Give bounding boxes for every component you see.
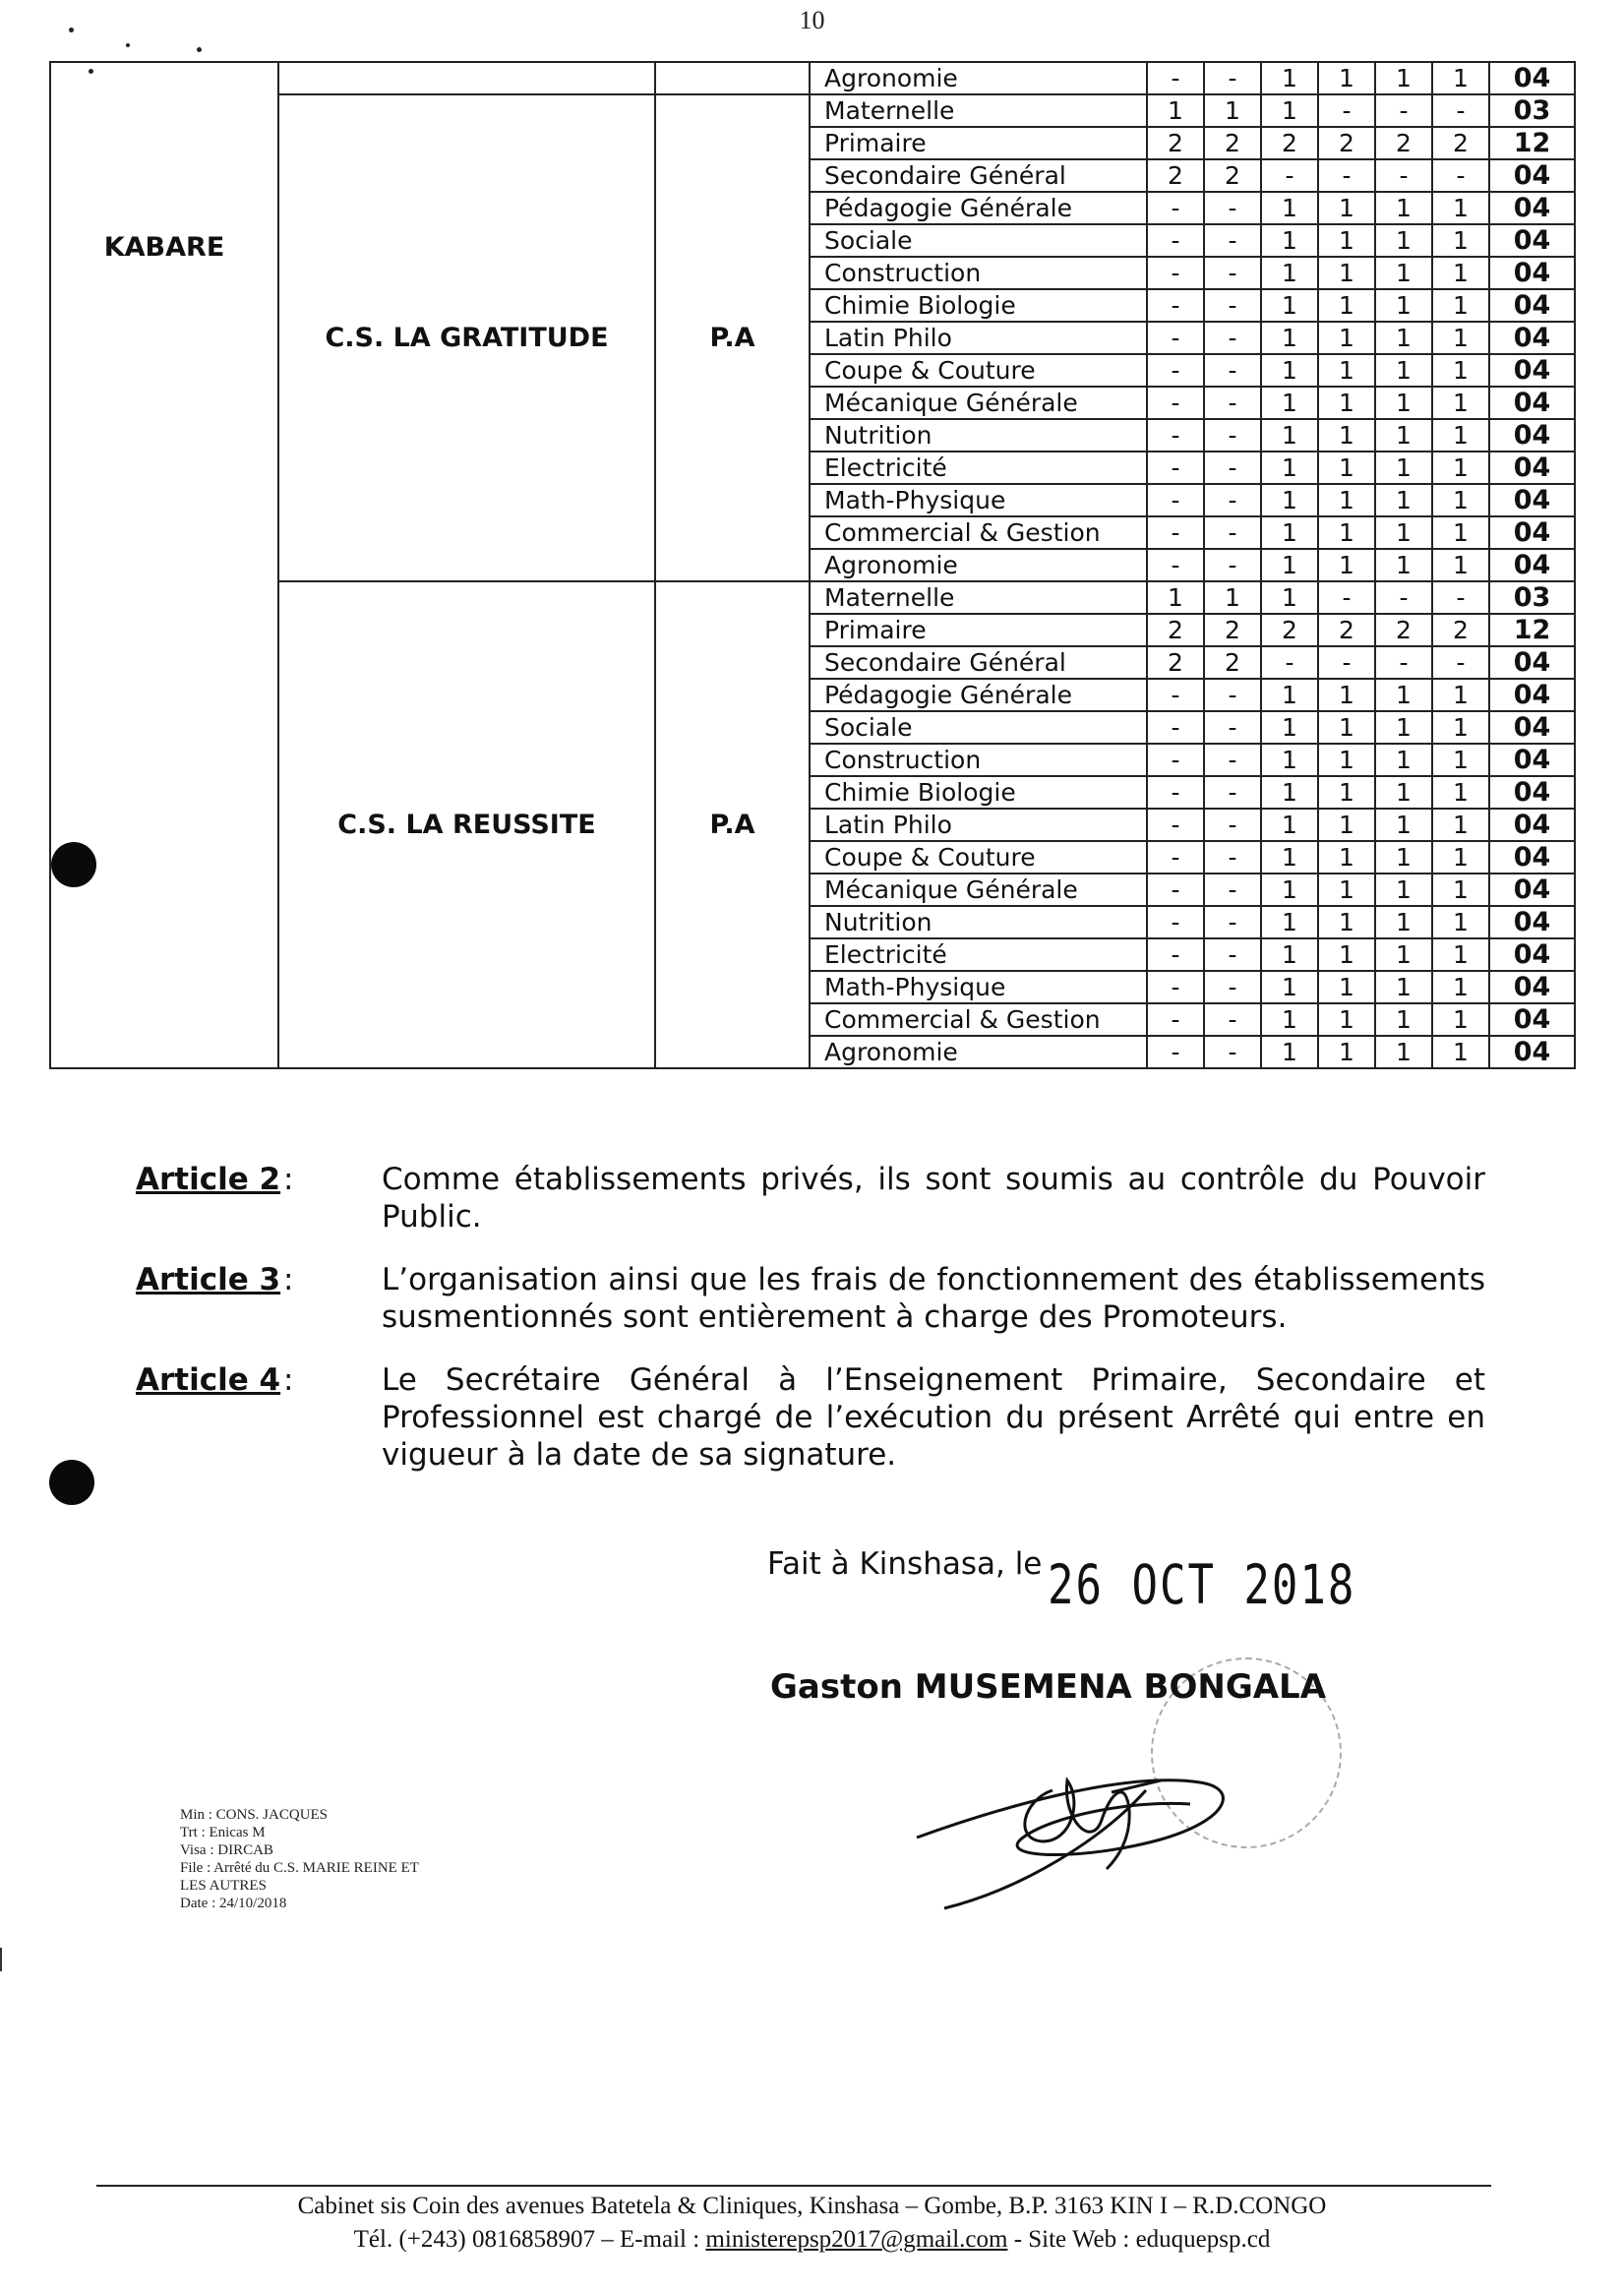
scan-speck [69, 28, 74, 32]
value-cell: - [1204, 841, 1261, 874]
value-cell: 1 [1375, 776, 1432, 809]
value-cell: - [1261, 646, 1318, 679]
value-cell: 2 [1204, 159, 1261, 192]
footer [0, 2190, 1624, 2257]
total-cell: 04 [1489, 1036, 1575, 1068]
value-cell: 1 [1318, 971, 1375, 1003]
option-cell: Electricité [810, 452, 1147, 484]
article-label: Article 3 [136, 1262, 281, 1297]
value-cell: 2 [1261, 127, 1318, 159]
value-cell: 1 [1432, 841, 1489, 874]
value-cell: - [1147, 938, 1204, 971]
value-cell: 1 [1432, 452, 1489, 484]
value-cell: - [1204, 711, 1261, 744]
date-stamp: 26 OCT 2018 [1048, 1554, 1356, 1617]
value-cell: 1 [1147, 94, 1204, 127]
value-cell: 1 [1375, 224, 1432, 257]
option-cell: Pédagogie Générale [810, 679, 1147, 711]
value-cell: - [1432, 646, 1489, 679]
reference-line: File : Arrêté du C.S. MARIE REINE ET [180, 1860, 419, 1876]
total-cell: 04 [1489, 192, 1575, 224]
article-text: Le Secrétaire Général à l’Enseignement Primaire, Secondaire et Professionnel est chargé de l’exécution du présent Arrêté qui entre en vigueur à la date de sa signature. [382, 1362, 1485, 1473]
option-cell: Secondaire Général [810, 159, 1147, 192]
option-cell: Latin Philo [810, 322, 1147, 354]
total-cell: 04 [1489, 874, 1575, 906]
table-row [50, 94, 1575, 127]
option-cell: Electricité [810, 938, 1147, 971]
value-cell: 2 [1147, 614, 1204, 646]
punch-hole [49, 1460, 94, 1505]
value-cell: 1 [1318, 289, 1375, 322]
value-cell: - [1204, 549, 1261, 581]
value-cell: 1 [1318, 257, 1375, 289]
value-cell: 1 [1375, 906, 1432, 938]
footer-contact [0, 2223, 1624, 2257]
value-cell: 1 [1375, 192, 1432, 224]
value-cell: 1 [1432, 874, 1489, 906]
value-cell: 1 [1261, 874, 1318, 906]
school-name-cell: C.S. LA REUSSITE [278, 581, 655, 1068]
value-cell: 2 [1204, 614, 1261, 646]
value-cell: - [1375, 646, 1432, 679]
option-cell: Maternelle [810, 94, 1147, 127]
option-cell: Coupe & Couture [810, 354, 1147, 387]
total-cell: 04 [1489, 224, 1575, 257]
value-cell: 1 [1261, 776, 1318, 809]
option-cell: Commercial & Gestion [810, 1003, 1147, 1036]
total-cell: 03 [1489, 94, 1575, 127]
value-cell: 1 [1318, 874, 1375, 906]
value-cell: - [1204, 906, 1261, 938]
value-cell: 1 [1375, 354, 1432, 387]
value-cell: - [1204, 1036, 1261, 1068]
total-cell: 04 [1489, 322, 1575, 354]
footer-email-link[interactable]: ministerepsp2017@gmail.com [705, 2226, 1008, 2253]
value-cell: 1 [1318, 322, 1375, 354]
value-cell: - [1204, 971, 1261, 1003]
value-cell: - [1204, 938, 1261, 971]
value-cell: 1 [1432, 906, 1489, 938]
value-cell: 1 [1261, 354, 1318, 387]
value-cell: - [1375, 94, 1432, 127]
total-cell: 04 [1489, 516, 1575, 549]
scan-speck [197, 47, 202, 52]
article-3 [136, 1261, 1485, 1336]
value-cell: 1 [1261, 419, 1318, 452]
region-name: KABARE [103, 232, 225, 263]
option-cell: Primaire [810, 127, 1147, 159]
value-cell: 1 [1432, 289, 1489, 322]
value-cell: - [1147, 549, 1204, 581]
value-cell: 1 [1318, 744, 1375, 776]
page-number: 10 [799, 6, 825, 34]
value-cell: - [1204, 322, 1261, 354]
value-cell: 1 [1432, 62, 1489, 94]
total-cell: 04 [1489, 289, 1575, 322]
value-cell: 1 [1375, 516, 1432, 549]
value-cell: 1 [1375, 809, 1432, 841]
value-cell: 1 [1261, 841, 1318, 874]
value-cell: 1 [1432, 679, 1489, 711]
value-cell: - [1147, 1036, 1204, 1068]
value-cell: 1 [1375, 387, 1432, 419]
school-type-cell: P.A [655, 581, 810, 1068]
value-cell: 1 [1432, 711, 1489, 744]
total-cell: 04 [1489, 549, 1575, 581]
value-cell: 1 [1432, 938, 1489, 971]
value-cell: - [1204, 192, 1261, 224]
region-cell [50, 62, 278, 1068]
table-row [50, 62, 1575, 94]
value-cell: 1 [1318, 516, 1375, 549]
value-cell: - [1318, 159, 1375, 192]
reference-line: Min : CONS. JACQUES [180, 1807, 329, 1823]
value-cell: 1 [1432, 257, 1489, 289]
total-cell: 04 [1489, 1003, 1575, 1036]
total-cell: 04 [1489, 419, 1575, 452]
value-cell: 1 [1318, 484, 1375, 516]
total-cell: 04 [1489, 971, 1575, 1003]
total-cell: 04 [1489, 776, 1575, 809]
value-cell: 1 [1375, 711, 1432, 744]
value-cell: 1 [1261, 257, 1318, 289]
option-cell: Construction [810, 744, 1147, 776]
article-label: Article 2 [136, 1162, 281, 1197]
value-cell: 2 [1204, 646, 1261, 679]
value-cell: 1 [1318, 452, 1375, 484]
total-cell: 12 [1489, 614, 1575, 646]
value-cell: 1 [1261, 1003, 1318, 1036]
option-cell: Pédagogie Générale [810, 192, 1147, 224]
value-cell: - [1204, 257, 1261, 289]
reference-line: Trt : Enicas M [180, 1825, 266, 1840]
value-cell: - [1318, 646, 1375, 679]
value-cell: 1 [1375, 322, 1432, 354]
value-cell: - [1204, 1003, 1261, 1036]
value-cell: 1 [1261, 679, 1318, 711]
value-cell: 1 [1318, 711, 1375, 744]
value-cell: - [1147, 809, 1204, 841]
value-cell: - [1204, 809, 1261, 841]
value-cell: 1 [1432, 354, 1489, 387]
option-cell: Sociale [810, 711, 1147, 744]
value-cell: 1 [1261, 938, 1318, 971]
value-cell: 1 [1318, 354, 1375, 387]
footer-address: Cabinet sis Coin des avenues Batetela & Cliniques, Kinshasa – Gombe, B.P. 3163 KIN I – R.D.CONGO [297, 2193, 1327, 2219]
value-cell: - [1204, 679, 1261, 711]
value-cell: - [1147, 289, 1204, 322]
value-cell: 1 [1261, 484, 1318, 516]
total-cell: 04 [1489, 646, 1575, 679]
value-cell: 1 [1318, 419, 1375, 452]
value-cell: - [1204, 744, 1261, 776]
value-cell: - [1432, 94, 1489, 127]
value-cell: - [1147, 224, 1204, 257]
option-cell: Commercial & Gestion [810, 516, 1147, 549]
value-cell: 1 [1432, 744, 1489, 776]
value-cell: - [1147, 971, 1204, 1003]
value-cell: - [1147, 257, 1204, 289]
table-row [50, 581, 1575, 614]
value-cell: 1 [1261, 289, 1318, 322]
option-cell: Math-Physique [810, 484, 1147, 516]
value-cell: 1 [1318, 938, 1375, 971]
value-cell: 1 [1432, 419, 1489, 452]
value-cell: 1 [1318, 192, 1375, 224]
option-cell: Nutrition [810, 419, 1147, 452]
signer-name: Gaston MUSEMENA BONGALA [770, 1667, 1327, 1707]
value-cell: 2 [1147, 127, 1204, 159]
value-cell: 1 [1204, 94, 1261, 127]
option-cell: Coupe & Couture [810, 841, 1147, 874]
option-cell: Primaire [810, 614, 1147, 646]
value-cell: 1 [1318, 776, 1375, 809]
value-cell: - [1147, 387, 1204, 419]
value-cell: - [1147, 419, 1204, 452]
value-cell: 1 [1375, 1003, 1432, 1036]
value-cell: 1 [1261, 744, 1318, 776]
option-cell: Chimie Biologie [810, 289, 1147, 322]
reference-notes [180, 1806, 419, 1912]
value-cell: 2 [1375, 127, 1432, 159]
value-cell: 1 [1261, 711, 1318, 744]
value-cell: 1 [1318, 62, 1375, 94]
value-cell: 1 [1261, 192, 1318, 224]
value-cell: 2 [1147, 646, 1204, 679]
total-cell: 04 [1489, 354, 1575, 387]
value-cell: - [1147, 516, 1204, 549]
value-cell: 1 [1261, 62, 1318, 94]
value-cell: 1 [1432, 1003, 1489, 1036]
value-cell: 1 [1261, 452, 1318, 484]
value-cell: 1 [1432, 387, 1489, 419]
value-cell: - [1147, 192, 1204, 224]
value-cell: - [1204, 776, 1261, 809]
value-cell: - [1147, 841, 1204, 874]
value-cell: 1 [1318, 809, 1375, 841]
article-colon: : [283, 1162, 294, 1197]
value-cell: 1 [1318, 1003, 1375, 1036]
value-cell: 1 [1261, 322, 1318, 354]
value-cell: - [1204, 387, 1261, 419]
school-name-cell: C.S. LA GRATITUDE [278, 94, 655, 581]
value-cell: 1 [1432, 322, 1489, 354]
value-cell: 2 [1375, 614, 1432, 646]
value-cell: - [1432, 159, 1489, 192]
value-cell: 1 [1261, 387, 1318, 419]
value-cell: 1 [1375, 62, 1432, 94]
value-cell: - [1318, 94, 1375, 127]
value-cell: - [1375, 581, 1432, 614]
total-cell: 12 [1489, 127, 1575, 159]
value-cell: 1 [1261, 581, 1318, 614]
value-cell: 1 [1375, 1036, 1432, 1068]
value-cell: 1 [1318, 679, 1375, 711]
value-cell: - [1147, 711, 1204, 744]
value-cell: 1 [1147, 581, 1204, 614]
total-cell: 04 [1489, 938, 1575, 971]
article-2 [136, 1161, 1485, 1235]
option-cell: Secondaire Général [810, 646, 1147, 679]
article-colon: : [283, 1362, 294, 1398]
value-cell: - [1204, 874, 1261, 906]
value-cell: - [1204, 224, 1261, 257]
value-cell: - [1432, 581, 1489, 614]
value-cell: 2 [1147, 159, 1204, 192]
article-text: L’organisation ainsi que les frais de fonctionnement des établissements susmentionnés sont entièrement à charge des Promoteurs. [382, 1262, 1485, 1335]
option-cell: Construction [810, 257, 1147, 289]
article-label: Article 4 [136, 1362, 281, 1398]
article-colon: : [283, 1262, 294, 1297]
total-cell: 04 [1489, 62, 1575, 94]
place-text: Fait à Kinshasa, le [767, 1546, 1043, 1582]
value-cell: - [1204, 516, 1261, 549]
value-cell: 1 [1432, 1036, 1489, 1068]
value-cell: 1 [1318, 224, 1375, 257]
value-cell: 1 [1432, 192, 1489, 224]
value-cell: 1 [1261, 516, 1318, 549]
option-cell: Chimie Biologie [810, 776, 1147, 809]
value-cell: 2 [1432, 614, 1489, 646]
total-cell: 04 [1489, 484, 1575, 516]
footer-phone: Tél. (+243) 0816858907 – E-mail : [353, 2226, 706, 2253]
value-cell: 1 [1432, 549, 1489, 581]
value-cell: 1 [1318, 906, 1375, 938]
reference-line: Visa : DIRCAB [180, 1842, 273, 1858]
value-cell: 1 [1432, 516, 1489, 549]
value-cell: 1 [1432, 484, 1489, 516]
value-cell: - [1318, 581, 1375, 614]
value-cell: 1 [1261, 906, 1318, 938]
school-cell-continued [278, 62, 655, 94]
handwritten-signature [905, 1731, 1259, 1918]
school-type-cell: P.A [655, 94, 810, 581]
scan-mark [0, 1948, 2, 1971]
value-cell: 1 [1375, 484, 1432, 516]
value-cell: 1 [1375, 452, 1432, 484]
value-cell: - [1147, 906, 1204, 938]
total-cell: 04 [1489, 744, 1575, 776]
total-cell: 04 [1489, 452, 1575, 484]
value-cell: - [1147, 874, 1204, 906]
total-cell: 04 [1489, 679, 1575, 711]
total-cell: 04 [1489, 387, 1575, 419]
option-cell: Sociale [810, 224, 1147, 257]
value-cell: 1 [1261, 549, 1318, 581]
value-cell: 1 [1318, 549, 1375, 581]
value-cell: - [1204, 484, 1261, 516]
scan-speck [126, 43, 130, 47]
value-cell: 1 [1375, 679, 1432, 711]
value-cell: - [1147, 776, 1204, 809]
reference-line: LES AUTRES [180, 1878, 267, 1894]
option-cell: Agronomie [810, 1036, 1147, 1068]
value-cell: - [1204, 354, 1261, 387]
value-cell: - [1147, 1003, 1204, 1036]
articles-section [136, 1161, 1485, 1499]
value-cell: 1 [1432, 809, 1489, 841]
option-cell: Latin Philo [810, 809, 1147, 841]
value-cell: 1 [1318, 387, 1375, 419]
footer-website: - Site Web : eduquepsp.cd [1007, 2226, 1271, 2253]
value-cell: 1 [1375, 257, 1432, 289]
total-cell: 04 [1489, 841, 1575, 874]
option-cell: Mécanique Générale [810, 387, 1147, 419]
option-cell: Mécanique Générale [810, 874, 1147, 906]
value-cell: 1 [1375, 874, 1432, 906]
value-cell: 2 [1204, 127, 1261, 159]
value-cell: 1 [1261, 1036, 1318, 1068]
value-cell: - [1261, 159, 1318, 192]
value-cell: - [1204, 419, 1261, 452]
value-cell: 2 [1261, 614, 1318, 646]
value-cell: 1 [1261, 971, 1318, 1003]
option-cell: Math-Physique [810, 971, 1147, 1003]
value-cell: 1 [1261, 809, 1318, 841]
value-cell: 1 [1375, 744, 1432, 776]
total-cell: 04 [1489, 906, 1575, 938]
value-cell: - [1147, 744, 1204, 776]
value-cell: - [1375, 159, 1432, 192]
value-cell: - [1147, 484, 1204, 516]
value-cell: 1 [1432, 224, 1489, 257]
value-cell: - [1147, 679, 1204, 711]
article-text: Comme établissements privés, ils sont soumis au contrôle du Pouvoir Public. [382, 1162, 1485, 1235]
total-cell: 04 [1489, 711, 1575, 744]
value-cell: 1 [1375, 289, 1432, 322]
value-cell: 2 [1432, 127, 1489, 159]
value-cell: 1 [1375, 549, 1432, 581]
option-cell: Maternelle [810, 581, 1147, 614]
value-cell: 1 [1432, 776, 1489, 809]
value-cell: 1 [1375, 841, 1432, 874]
schools-table [49, 61, 1576, 1069]
value-cell: 1 [1261, 94, 1318, 127]
value-cell: 1 [1375, 938, 1432, 971]
option-cell: Agronomie [810, 549, 1147, 581]
option-cell: Nutrition [810, 906, 1147, 938]
value-cell: 1 [1261, 224, 1318, 257]
value-cell: 1 [1432, 971, 1489, 1003]
article-4 [136, 1361, 1485, 1474]
total-cell: 04 [1489, 159, 1575, 192]
total-cell: 03 [1489, 581, 1575, 614]
value-cell: - [1147, 452, 1204, 484]
type-cell-continued [655, 62, 810, 94]
total-cell: 04 [1489, 257, 1575, 289]
value-cell: 2 [1318, 614, 1375, 646]
reference-line: Date : 24/10/2018 [180, 1896, 287, 1911]
value-cell: 2 [1318, 127, 1375, 159]
value-cell: 1 [1318, 841, 1375, 874]
value-cell: - [1147, 322, 1204, 354]
value-cell: 1 [1318, 1036, 1375, 1068]
value-cell: - [1204, 62, 1261, 94]
value-cell: 1 [1375, 419, 1432, 452]
value-cell: - [1147, 354, 1204, 387]
value-cell: - [1204, 452, 1261, 484]
value-cell: 1 [1375, 971, 1432, 1003]
option-cell: Agronomie [810, 62, 1147, 94]
total-cell: 04 [1489, 809, 1575, 841]
value-cell: - [1147, 62, 1204, 94]
value-cell: 1 [1204, 581, 1261, 614]
value-cell: - [1204, 289, 1261, 322]
footer-divider [96, 2185, 1491, 2187]
